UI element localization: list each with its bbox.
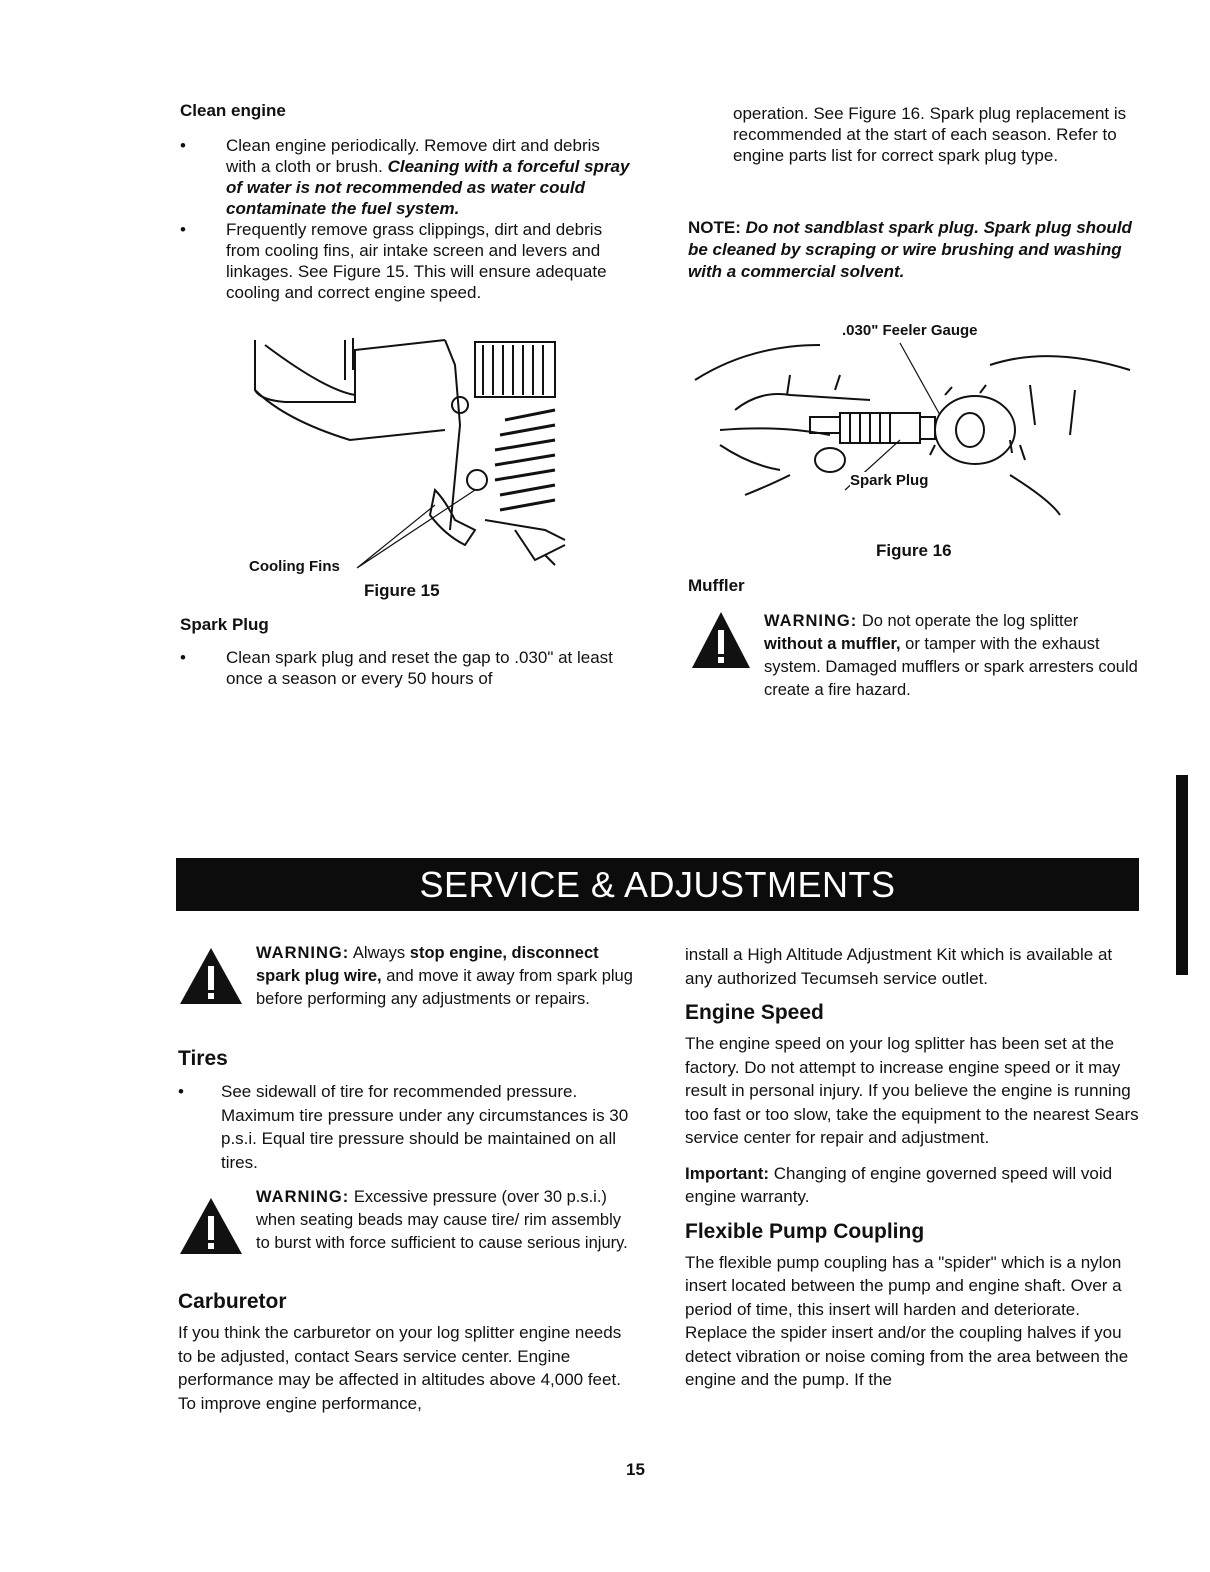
important-text: Changing of engine governed speed will void engine warranty. bbox=[685, 1163, 1113, 1206]
tires-text: See sidewall of tire for recommended pressure. Maximum tire pressure under any circumstances is 30 p.s.i. Equal tire pressure should be maintained on all tires. bbox=[221, 1082, 629, 1172]
left-top-column bbox=[180, 100, 630, 303]
feeler-gauge-label: .030" Feeler Gauge bbox=[842, 322, 978, 339]
tire-pressure-warning bbox=[178, 1186, 638, 1258]
warning-text-part: Excessive pressure (over 30 p.s.i.) when seating beads may cause tire/ rim assembly to burst with force sufficient to cause serious injury. bbox=[256, 1188, 628, 1252]
list-item bbox=[178, 1080, 633, 1174]
carburetor-heading: Carburetor bbox=[178, 1290, 287, 1313]
figure-16-spark-plug-illustration bbox=[690, 335, 1135, 525]
right-top-text bbox=[733, 103, 1128, 166]
spark-plug-text: Clean spark plug and reset the gap to .030" at least once a season or every 50 hours of bbox=[226, 648, 613, 688]
spark-plug-heading: Spark Plug bbox=[180, 615, 269, 634]
clean-engine-heading: Clean engine bbox=[180, 101, 286, 120]
carburetor-continued: install a High Altitude Adjustment Kit which is available at any authorized Tecumseh service outlet. bbox=[685, 945, 1113, 988]
muffler-heading: Muffler bbox=[688, 576, 745, 595]
tire-warning-text bbox=[256, 1186, 638, 1258]
pump-coupling-heading: Flexible Pump Coupling bbox=[685, 1219, 925, 1243]
note-text: Do not sandblast spark plug. Spark plug should be cleaned by scraping or wire brushing and washing with a commercial solvent. bbox=[688, 218, 1132, 281]
section-edge-tab bbox=[1176, 775, 1188, 975]
safety-warning-text bbox=[256, 942, 638, 1011]
carburetor-section bbox=[178, 1289, 633, 1415]
engine-speed-text: The engine speed on your log splitter has been set at the factory. Do not attempt to increase engine speed or it may result in personal injury. If you believe the engine is running too fast or too slow, take the equipment to the nearest Sears service center for repair and adjustment. bbox=[685, 1034, 1139, 1147]
list-item bbox=[180, 219, 630, 303]
list-item bbox=[180, 135, 630, 219]
warning-text-part: and move it away from spark plug before performing any adjustments or repairs. bbox=[256, 967, 633, 1008]
warning-label: WARNING: bbox=[764, 612, 858, 630]
note-label: NOTE: bbox=[688, 218, 741, 237]
warning-triangle-icon bbox=[690, 610, 752, 672]
figure-16-caption: Figure 16 bbox=[876, 541, 952, 560]
pump-coupling-text: The flexible pump coupling has a "spider" which is a nylon insert located between the pump and engine shaft. Over a period of time, this insert will harden and deteriorate. Replace the spider insert and/or the coupling halves if you detect vibration or noise coming from the area between the engine and the pump. If the bbox=[685, 1252, 1129, 1389]
section-banner: SERVICE & ADJUSTMENTS bbox=[176, 858, 1139, 911]
tires-heading: Tires bbox=[178, 1047, 228, 1070]
figure-15-engine-illustration bbox=[245, 330, 575, 580]
spark-plug-section bbox=[180, 614, 630, 689]
muffler-warning bbox=[690, 610, 1140, 702]
warning-triangle-icon bbox=[178, 946, 244, 1008]
clean-engine-text: Clean engine periodically. Remove dirt and debris with a cloth or brush. bbox=[226, 136, 600, 176]
warning-emphasis: without a muffler, bbox=[764, 635, 901, 653]
figure-15-caption: Figure 15 bbox=[364, 581, 440, 600]
important-note bbox=[685, 1162, 1140, 1209]
engine-speed-heading: Engine Speed bbox=[685, 1001, 824, 1024]
list-item bbox=[180, 647, 630, 689]
bullet-icon: • bbox=[180, 220, 186, 239]
clean-engine-caution: Cleaning with a forceful spray of water is not recommended as water could contaminate the fuel system. bbox=[226, 157, 630, 218]
page-number: 15 bbox=[626, 1460, 645, 1479]
bullet-icon: • bbox=[180, 136, 186, 155]
bullet-icon: • bbox=[178, 1082, 184, 1101]
right-bottom-column bbox=[685, 943, 1140, 1392]
bullet-icon: • bbox=[180, 648, 186, 667]
note-paragraph bbox=[688, 217, 1133, 283]
safety-warning bbox=[178, 942, 638, 1011]
important-label: Important: bbox=[685, 1163, 770, 1183]
cooling-fins-text: Frequently remove grass clippings, dirt and debris from cooling fins, air intake screen and levers and linkages. See Figure 15. This will ensure adequate cooling and correct engine speed. bbox=[226, 220, 607, 302]
tires-section bbox=[178, 1046, 633, 1174]
spark-plug-continued: operation. See Figure 16. Spark plug replacement is recommended at the start of each season. Refer to engine parts list for correct spark plug type. bbox=[733, 104, 1127, 165]
warning-emphasis: stop engine, disconnect spark plug wire, bbox=[256, 944, 599, 985]
warning-label: WARNING: bbox=[256, 1188, 350, 1206]
carburetor-text: If you think the carburetor on your log splitter engine needs to be adjusted, contact Sears service center. Engine performance may be affected in altitudes above 4,000 feet. To improve engine performance, bbox=[178, 1323, 622, 1413]
warning-text-part: Do not operate the log splitter bbox=[857, 612, 1079, 630]
figure-15-label: Cooling Fins bbox=[249, 558, 340, 575]
warning-label: WARNING: bbox=[256, 944, 350, 962]
warning-text-part: or tamper with the exhaust system. Damaged mufflers or spark arresters could create a fire hazard. bbox=[764, 635, 1138, 699]
warning-triangle-icon bbox=[178, 1196, 244, 1258]
warning-text-part: Always bbox=[349, 944, 410, 962]
muffler-warning-text bbox=[764, 610, 1140, 702]
spark-plug-label: Spark Plug bbox=[850, 472, 929, 489]
